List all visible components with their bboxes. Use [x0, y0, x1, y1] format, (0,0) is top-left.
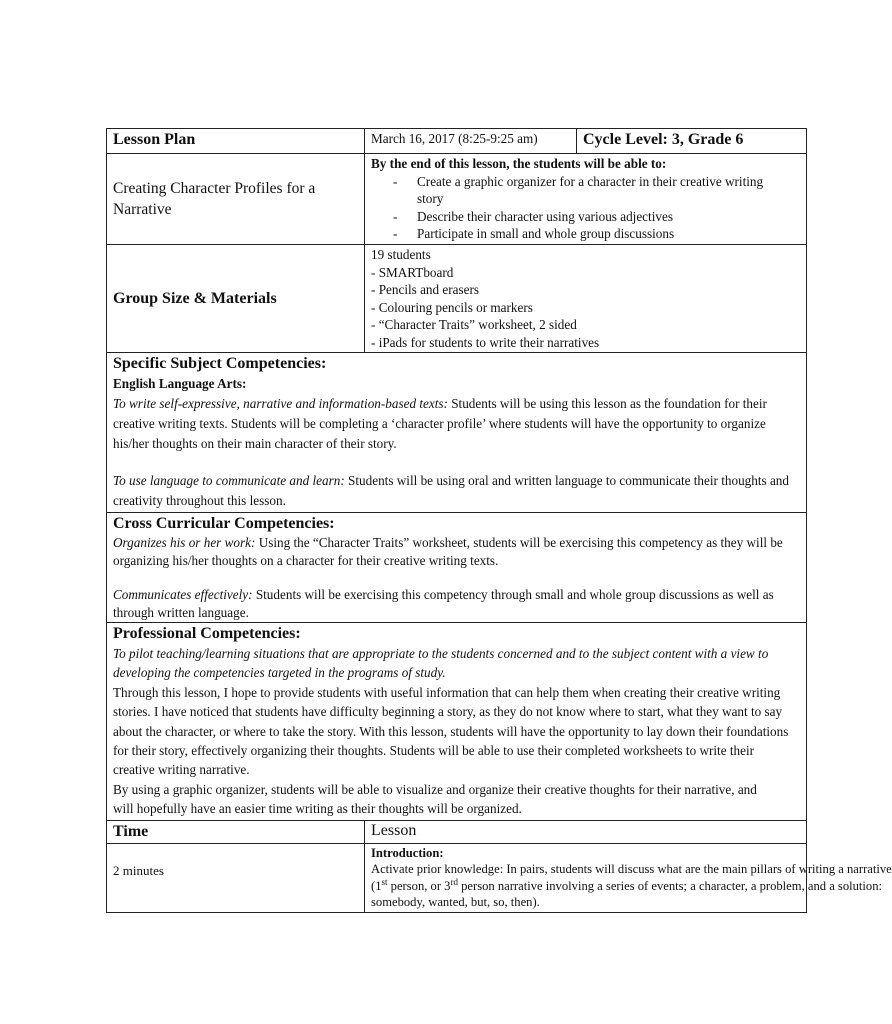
competency-text: Students will be using oral and written language to communicate their thoughts and creativity throughout this lesson. — [113, 473, 789, 508]
professional-paragraph: Through this lesson, I hope to provide students with useful information that can help them when creating their creative writing stories. I have noticed that students have difficulty beginning a story, as they do not know where to start, what they want to say about the character, or where to take the story. With this lesson, students will have the opportunity to lay down their foundations for their story, effectively organizing their thoughts. Students will be able to use their completed worksheets to write their creative writing narrative. — [113, 684, 789, 778]
professional-competency: To pilot teaching/learning situations that are appropriate to the students concerned and to the subject content with a view to developing the competencies targeted in the programs of study. — [113, 646, 769, 681]
materials-label: Group Size & Materials — [107, 245, 365, 353]
materials-item: - Colouring pencils or markers — [371, 299, 533, 315]
materials-item: 19 students — [371, 247, 431, 262]
lesson-content — [365, 843, 892, 912]
cross-curricular-row — [107, 513, 807, 623]
lesson-header: Lesson — [365, 820, 807, 843]
header-row — [107, 129, 807, 154]
competency-text: Students will be exercising this competency through small and whole group discussions as well as through written language. — [113, 587, 774, 620]
subject-competencies-cell — [107, 353, 807, 513]
lesson-date: March 16, 2017 (8:25-9:25 am) — [365, 129, 577, 154]
professional-row — [107, 623, 807, 821]
competency-name: To write self-expressive, narrative and information-based texts: — [113, 396, 448, 411]
competency-paragraph — [113, 586, 793, 621]
competency-text: Using the “Character Traits” worksheet, students will be exercising this competency as they will be organizing his/her thoughts on a character for their creative writing texts. — [113, 535, 783, 568]
competency-paragraph — [113, 534, 793, 569]
cross-curricular-cell — [107, 513, 807, 623]
section-title: Professional Competencies: — [113, 625, 301, 642]
objective-item: - Create a graphic organizer for a character in their creative writing story — [393, 173, 787, 208]
materials-row — [107, 245, 807, 353]
cycle-level: Cycle Level: 3, Grade 6 — [577, 129, 807, 154]
materials-item: - Pencils and erasers — [371, 282, 480, 297]
title-row — [107, 154, 807, 245]
lesson-plan-table — [106, 128, 892, 913]
competency-name: Organizes his or her work: — [113, 535, 256, 550]
lesson-step-text: somebody, wanted, but, so, then). — [371, 895, 540, 910]
subject-competencies-row — [107, 353, 807, 513]
lesson-step-heading: Introduction: — [371, 845, 444, 860]
professional-cell — [107, 623, 807, 821]
competency-name: To use language to communicate and learn: — [113, 473, 345, 488]
section-title: Cross Curricular Competencies: — [113, 515, 335, 532]
materials-item: - “Character Traits” worksheet, 2 sided — [371, 317, 577, 332]
lesson-time: 2 minutes — [107, 843, 365, 912]
lesson-step-text: (1st person, or 3rd person narrative involving a series of events; a character, a problem, and a solution: — [371, 876, 883, 893]
lesson-plan-label: Lesson Plan — [107, 129, 365, 154]
lesson-title: Creating Character Profiles for a Narrative — [113, 180, 316, 218]
section-title: Specific Subject Competencies: — [113, 355, 327, 372]
objectives-heading: By the end of this lesson, the students will be able to: — [371, 156, 667, 171]
lesson-step-text: Activate prior knowledge: In pairs, students will discuss what are the main pillars of writing a narrative — [371, 862, 892, 877]
objectives-cell — [365, 154, 807, 245]
objective-item: - Participate in small and whole group discussions — [393, 225, 800, 243]
objective-item: - Describe their character using various adjectives — [393, 208, 800, 226]
competency-paragraph — [113, 471, 793, 511]
materials-item: - iPads for students to write their narratives — [371, 334, 600, 350]
competency-text: Students will be using this lesson as the foundation for their creative writing texts. Students will be completing a ‘character profile’ where students will have the opportunity to organize his/her thoughts on their main character of their story. — [113, 396, 767, 451]
professional-paragraph: By using a graphic organizer, students will be able to visualize and organize their creative thoughts for their narrative, and will hopefully have an easier time writing as their thoughts will be organized. — [113, 781, 757, 817]
competency-paragraph — [113, 394, 793, 454]
objectives-list — [371, 173, 800, 243]
competency-name: Communicates effectively: — [113, 587, 253, 602]
materials-list — [365, 245, 807, 353]
time-header: Time — [107, 820, 365, 843]
subject-name: English Language Arts: — [113, 376, 247, 391]
lesson-header-row — [107, 820, 807, 843]
lesson-row — [107, 843, 807, 912]
materials-item: - SMARTboard — [371, 264, 454, 280]
lesson-title-cell — [107, 154, 365, 245]
